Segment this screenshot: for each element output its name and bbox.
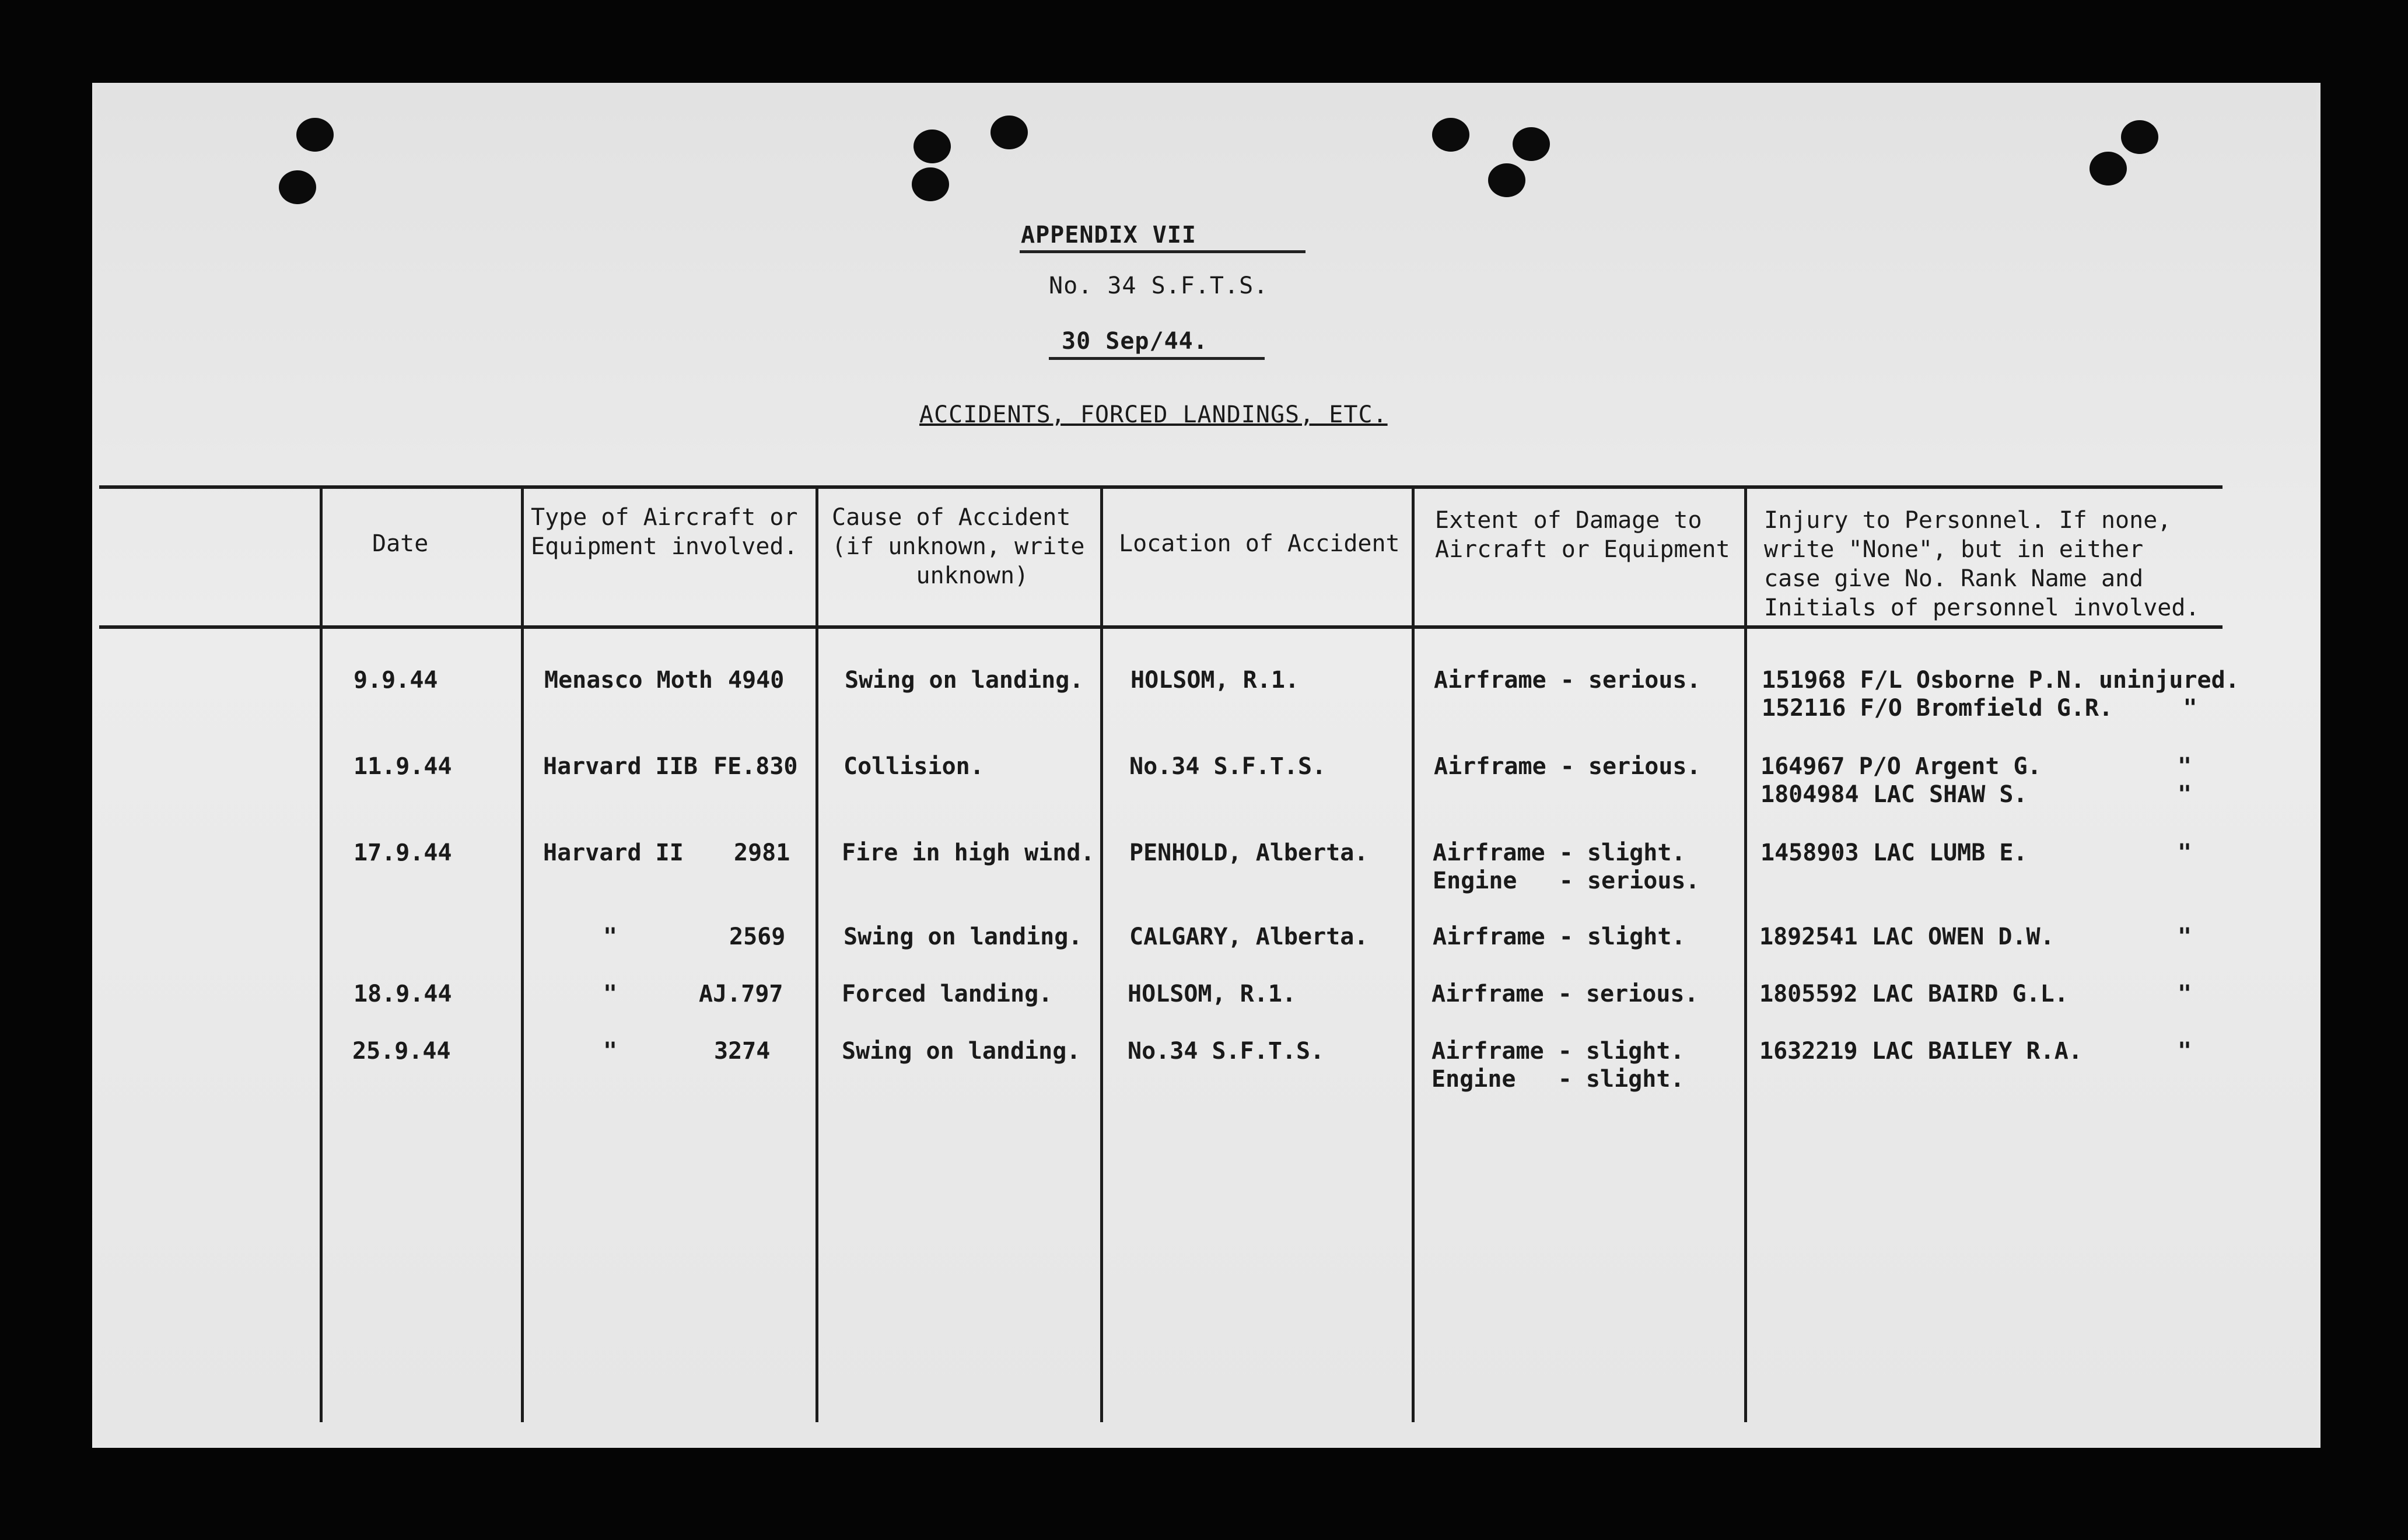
row-serial: FE.830 [713, 753, 798, 780]
column-divider [1100, 489, 1103, 1422]
row-aircraft: " [603, 1038, 618, 1065]
row-damage-line: Airframe - serious. [1434, 667, 1701, 694]
row-personnel-line: 1458903 LAC LUMB E. [1760, 839, 2028, 866]
row-date: 11.9.44 [354, 753, 452, 780]
row-aircraft: " [603, 981, 618, 1007]
row-serial: 2981 [734, 839, 790, 866]
row-cause: Fire in high wind. [842, 839, 1095, 866]
row-location: HOLSOM, R.1. [1130, 667, 1299, 694]
punch-hole [279, 170, 316, 204]
date-underline [1049, 357, 1265, 360]
row-aircraft: Menasco Moth [544, 667, 713, 694]
row-location: No.34 S.F.T.S. [1128, 1038, 1325, 1065]
column-divider [521, 489, 524, 1422]
punch-hole [2121, 120, 2158, 154]
column-header-aircraft: Type of Aircraft or Equipment involved. [531, 504, 798, 560]
punch-hole [1488, 163, 1525, 197]
row-aircraft: Harvard II [543, 839, 684, 866]
row-personnel-line: 1632219 LAC BAILEY R.A. [1759, 1038, 2082, 1065]
row-date: 18.9.44 [354, 981, 452, 1007]
punch-hole [991, 116, 1028, 149]
row-location: No.34 S.F.T.S. [1129, 753, 1326, 780]
row-location: CALGARY, Alberta. [1129, 923, 1368, 950]
punch-hole [912, 167, 949, 201]
appendix-heading: APPENDIX VII [1021, 222, 1196, 249]
row-cause: Swing on landing. [842, 1038, 1081, 1065]
row-location: HOLSOM, R.1. [1128, 981, 1296, 1007]
ditto-mark: " [2178, 781, 2192, 808]
column-header-personnel: Injury to Personnel. If none, write "None", but in either case give No. Rank Name and Initials of personnel involved. [1764, 507, 2200, 621]
punch-hole [2090, 152, 2127, 186]
row-damage-line: Airframe - slight. [1433, 839, 1686, 866]
document-page [92, 83, 2320, 1448]
column-header-cause: Cause of Accident (if unknown, write unknown) [832, 504, 1085, 589]
ditto-mark: " [2178, 1038, 2192, 1065]
row-damage-line: Airframe - serious. [1432, 981, 1699, 1007]
row-damage-line: Engine - slight. [1432, 1066, 1685, 1093]
row-serial: AJ.797 [699, 981, 783, 1007]
row-damage-line: Airframe - slight. [1433, 923, 1686, 950]
row-date: 9.9.44 [354, 667, 438, 694]
unit-heading: No. 34 S.F.T.S. [1049, 272, 1269, 299]
row-aircraft: " [603, 923, 618, 950]
punch-hole [1432, 118, 1469, 152]
row-damage-line: Airframe - slight. [1432, 1038, 1685, 1065]
row-personnel-line: 1892541 LAC OWEN D.W. [1759, 923, 2054, 950]
row-damage-line: Airframe - serious. [1434, 753, 1701, 780]
column-divider [1744, 489, 1747, 1422]
report-date: 30 Sep/44. [1062, 328, 1208, 355]
row-date: 17.9.44 [354, 839, 452, 866]
ditto-mark: " [2178, 923, 2192, 950]
row-aircraft: Harvard IIB [543, 753, 698, 780]
punch-hole [1513, 127, 1550, 161]
row-serial: 4940 [728, 667, 785, 694]
row-personnel-line: 1804984 LAC SHAW S. [1760, 781, 2028, 808]
row-damage-line: Engine - serious. [1433, 867, 1700, 894]
punch-hole [296, 118, 334, 152]
row-cause: Swing on landing. [844, 923, 1083, 950]
row-personnel-line: 152116 F/O Bromfield G.R. " [1762, 695, 2197, 722]
row-date: 25.9.44 [352, 1038, 451, 1065]
punch-hole [914, 130, 951, 163]
column-divider [1412, 489, 1415, 1422]
appendix-underline [1020, 250, 1306, 253]
table-top-rule [99, 485, 2222, 489]
row-cause: Swing on landing. [845, 667, 1084, 694]
row-cause: Forced landing. [842, 981, 1053, 1007]
row-personnel-line: 164967 P/O Argent G. [1760, 753, 2042, 780]
row-location: PENHOLD, Alberta. [1129, 839, 1368, 866]
row-serial: 3274 [714, 1038, 771, 1065]
ditto-mark: " [2178, 753, 2192, 780]
row-serial: 2569 [729, 923, 786, 950]
row-personnel-line: 1805592 LAC BAIRD G.L. [1759, 981, 2068, 1007]
column-divider [816, 489, 818, 1422]
report-title: ACCIDENTS, FORCED LANDINGS, ETC. [919, 401, 1388, 428]
column-header-damage: Extent of Damage to Aircraft or Equipment [1435, 507, 1730, 563]
column-header-location: Location of Accident [1119, 530, 1400, 557]
row-cause: Collision. [844, 753, 984, 780]
column-divider [320, 489, 323, 1422]
column-header-date: Date [372, 530, 429, 557]
table-header-rule [99, 625, 2222, 629]
ditto-mark: " [2178, 981, 2192, 1007]
row-personnel-line: 151968 F/L Osborne P.N. uninjured. [1762, 667, 2239, 694]
ditto-mark: " [2178, 839, 2192, 866]
